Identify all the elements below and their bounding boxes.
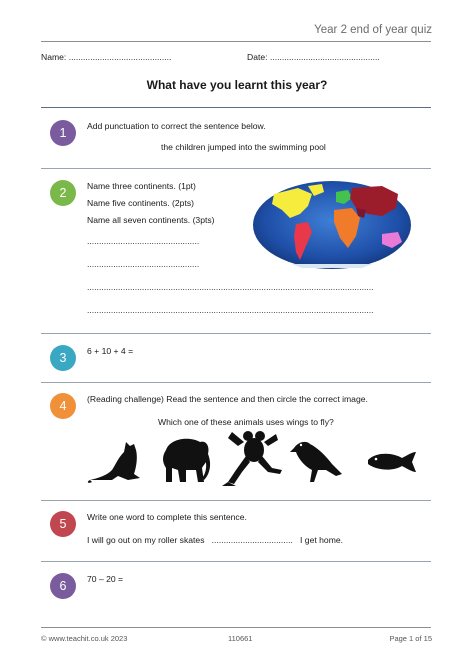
q2-line-2: Name five continents. (2pts) [87,198,194,208]
question-number-5: 5 [50,511,76,537]
cat-icon[interactable] [88,442,140,483]
animal-images-row [86,412,426,492]
main-heading: What have you learnt this year? [146,78,328,92]
question-number-1: 1 [50,120,76,146]
q2-answer-line-2[interactable]: ............................................... [87,259,200,269]
footer-code: 110661 [228,634,253,643]
section-divider [41,168,431,169]
section-divider [41,107,431,108]
name-dots: ........................................... [68,52,172,62]
section-divider [41,500,431,501]
question-number-3: 3 [50,345,76,371]
q1-sentence: the children jumped into the swimming pool [161,142,326,152]
fish-icon[interactable] [368,452,416,472]
q2-answer-line-1[interactable]: ............................................... [87,236,200,246]
footer-page-number: Page 1 of 15 [389,634,432,643]
q2-answer-line-3[interactable]: ........................................................................................................................ [87,282,374,292]
date-label: Date: [247,52,268,62]
q3-sum: 6 + 10 + 4 = [87,346,134,356]
q5-sentence-end: I get home. [300,535,344,545]
question-number-2: 2 [50,180,76,206]
section-divider [41,333,431,334]
section-divider [41,382,431,383]
crow-icon[interactable] [290,442,342,482]
q2-answer-line-4[interactable]: ........................................................................................................................ [87,305,374,315]
world-map-image [252,180,412,270]
q2-line-3: Name all seven continents. (3pts) [87,215,215,225]
q6-sum: 70 – 20 = [87,574,124,584]
elephant-icon[interactable] [163,439,210,482]
q4-sentence: Which one of these animals uses wings to fly? [158,417,334,427]
q5-sentence [87,535,343,545]
section-divider [41,561,431,562]
date-field[interactable] [247,52,380,62]
q4-instruction: (Reading challenge) Read the sentence and then circle the correct image. [87,394,368,404]
date-dots: .............................................. [269,52,380,62]
question-number-4: 4 [50,393,76,419]
question-number-6: 6 [50,573,76,599]
name-label: Name: [41,52,67,62]
q2-line-1: Name three continents. (1pt) [87,181,196,191]
q5-instruction: Write one word to complete this sentence. [87,512,247,522]
q5-answer-dots[interactable]: .................................. [211,535,293,545]
document-title: Year 2 end of year quiz [314,24,432,36]
footer-copyright: © www.teachit.co.uk 2023 [41,634,128,643]
q1-instruction: Add punctuation to correct the sentence below. [87,121,266,131]
header-rule [41,41,431,42]
q5-sentence-start: I will go out on my roller skates [87,535,205,545]
footer-rule [41,627,431,628]
name-field[interactable] [41,52,171,62]
frog-icon[interactable] [222,431,282,486]
